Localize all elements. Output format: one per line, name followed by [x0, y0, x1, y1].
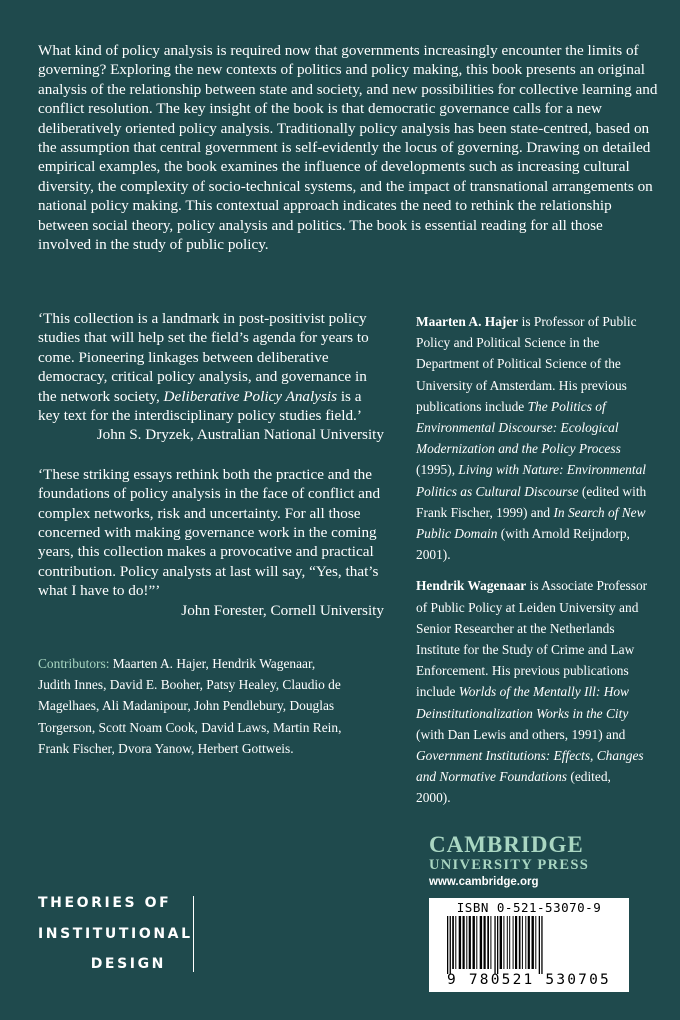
- barcode-bar: [522, 916, 523, 969]
- barcode-bar: [507, 916, 508, 969]
- barcode-digits: 9 780521 530705: [447, 972, 611, 988]
- barcode-bar: [469, 916, 471, 969]
- series-line: INSTITUTIONAL: [38, 925, 193, 942]
- endorsement-text: ‘These striking essays rethink both the practice and the foundations of policy analysis in the face of conflict and complex networks, risk and uncertainty. For all those concerned with making governance work in the coming years, this collection makes a provocative and practical contribution. Policy analysts at last will say, “Yes, that’s what I have to do!”’: [38, 465, 381, 600]
- series-divider: [193, 896, 194, 972]
- barcode-bar: [500, 916, 502, 969]
- barcode-bar: [494, 916, 495, 974]
- barcode-bar: [450, 916, 451, 974]
- barcode-bar: [466, 916, 467, 969]
- barcode-bar: [513, 916, 514, 969]
- back-cover-blurb: What kind of policy analysis is required now that governments increasingly encounter the limits of governing? Exploring the new contexts of politics and policy making, this book presents an original analysis of the relationship between state and society, and new possibilities for collective learning and conflict resolution. The key insight of the book is that democratic governance calls for a new deliberatively oriented policy analysis. Traditionally policy analysis has been state-centred, based on the assumption that central government is self-evidently the locus of governing. Drawing on detailed empirical examples, the book examines the influence of developments such as increasing cultural diversity, the complexity of socio-technical systems, and the impact of transnational arrangements on national policy making. This contextual approach indicates the need to rethink the relationship between social theory, policy analysis and politics. The book is essential reading for all those involved in the study of public policy.: [38, 42, 658, 254]
- barcode-bar: [519, 916, 521, 969]
- bio-hajer: Maarten A. Hajer is Professor of Public Policy and Political Science in the Department of Political Science of the University of Amsterdam. His previous publications include The Politics of Environmental Discourse: Ecological Modernization and the Policy Process (1995), Living with Nature: Environmental Politics as Cultural Discourse (edited with Frank Fischer, 1999) and In Search of New Public Domain (with Arnold Reijndorp, 2001).: [416, 314, 647, 563]
- barcode-bar: [480, 916, 482, 969]
- contributors-list: [38, 653, 348, 759]
- endorsement-dryzek: [38, 309, 384, 445]
- barcode-block: [429, 898, 629, 992]
- barcode-bar: [447, 916, 448, 974]
- contributors-label: Contributors:: [38, 656, 110, 671]
- barcode-bar: [539, 916, 540, 974]
- endorsement-text: ‘This collection is a landmark in post-positivist policy studies that will help set the field’s agenda for years to come. Pioneering linkages between deliberative democracy, critical policy analysis, and governance in the network society, Deliberative Policy Analysis is a key text for the interdisciplinary policy studies field.’: [38, 310, 369, 425]
- barcode-bar: [528, 916, 530, 969]
- bio-name: Maarten A. Hajer: [416, 314, 519, 329]
- barcode-bar: [455, 916, 456, 969]
- barcode-bar: [532, 916, 534, 969]
- barcode-bar: [476, 916, 477, 969]
- endorsements: [38, 309, 384, 620]
- barcode-bar: [459, 916, 461, 969]
- barcode-bar: [490, 916, 491, 969]
- barcode-bar: [473, 916, 475, 969]
- editor-bios: [416, 311, 648, 809]
- series-line: THEORIES OF: [38, 895, 172, 911]
- series-title: [38, 888, 193, 980]
- endorsement-forester: [38, 465, 384, 620]
- barcode-bar: [463, 916, 465, 969]
- contributors-names: Maarten A. Hajer, Hendrik Wagenaar, Judith Innes, David E. Booher, Patsy Healey, Claudio de Magelhaes, Ali Madanipour, John Pendlebury, Douglas Torgerson, Scott Noam Cook, David Laws, Martin Rein, Frank Fischer, Dvora Yanow, Herbert Gottweis.: [38, 656, 342, 756]
- isbn-label: ISBN 0-521-53070-9: [456, 900, 602, 915]
- barcode-bar: [535, 916, 536, 969]
- barcode-bar: [525, 916, 526, 969]
- publisher-name: CAMBRIDGE: [429, 832, 584, 857]
- barcode-bar: [484, 916, 486, 969]
- publisher-url: www.cambridge.org: [429, 876, 539, 888]
- book-title: Deliberative Policy Analysis: [163, 387, 338, 405]
- barcode-bar: [541, 916, 542, 974]
- endorsement-attribution: John S. Dryzek, Australian National University: [96, 426, 384, 444]
- bio-wagenaar: Hendrik Wagenaar is Associate Professor of Public Policy at Leiden University and Senior Researcher at the Netherlands Institute for the Study of Crime and Law Enforcement. His previous publications include Worlds of the Mentally Ill: How Deinstitutionalization Works in the City (with Dan Lewis and others, 1991) and Government Institutions: Effects, Changes and Normative Foundations (edited, 2000).: [416, 578, 648, 806]
- barcode-bar: [503, 916, 504, 969]
- barcode-bar: [487, 916, 489, 969]
- publisher-logo: [429, 833, 629, 890]
- barcode-bar: [509, 916, 510, 969]
- endorsement-attribution: John Forester, Cornell University: [181, 601, 384, 619]
- barcode-bar: [515, 916, 517, 969]
- series-line: DESIGN: [90, 956, 166, 972]
- barcode-bar: [452, 916, 454, 969]
- publisher-subtitle: UNIVERSITY PRESS: [429, 857, 590, 873]
- bio-name: Hendrik Wagenaar: [416, 578, 527, 594]
- barcode-bar: [497, 916, 498, 974]
